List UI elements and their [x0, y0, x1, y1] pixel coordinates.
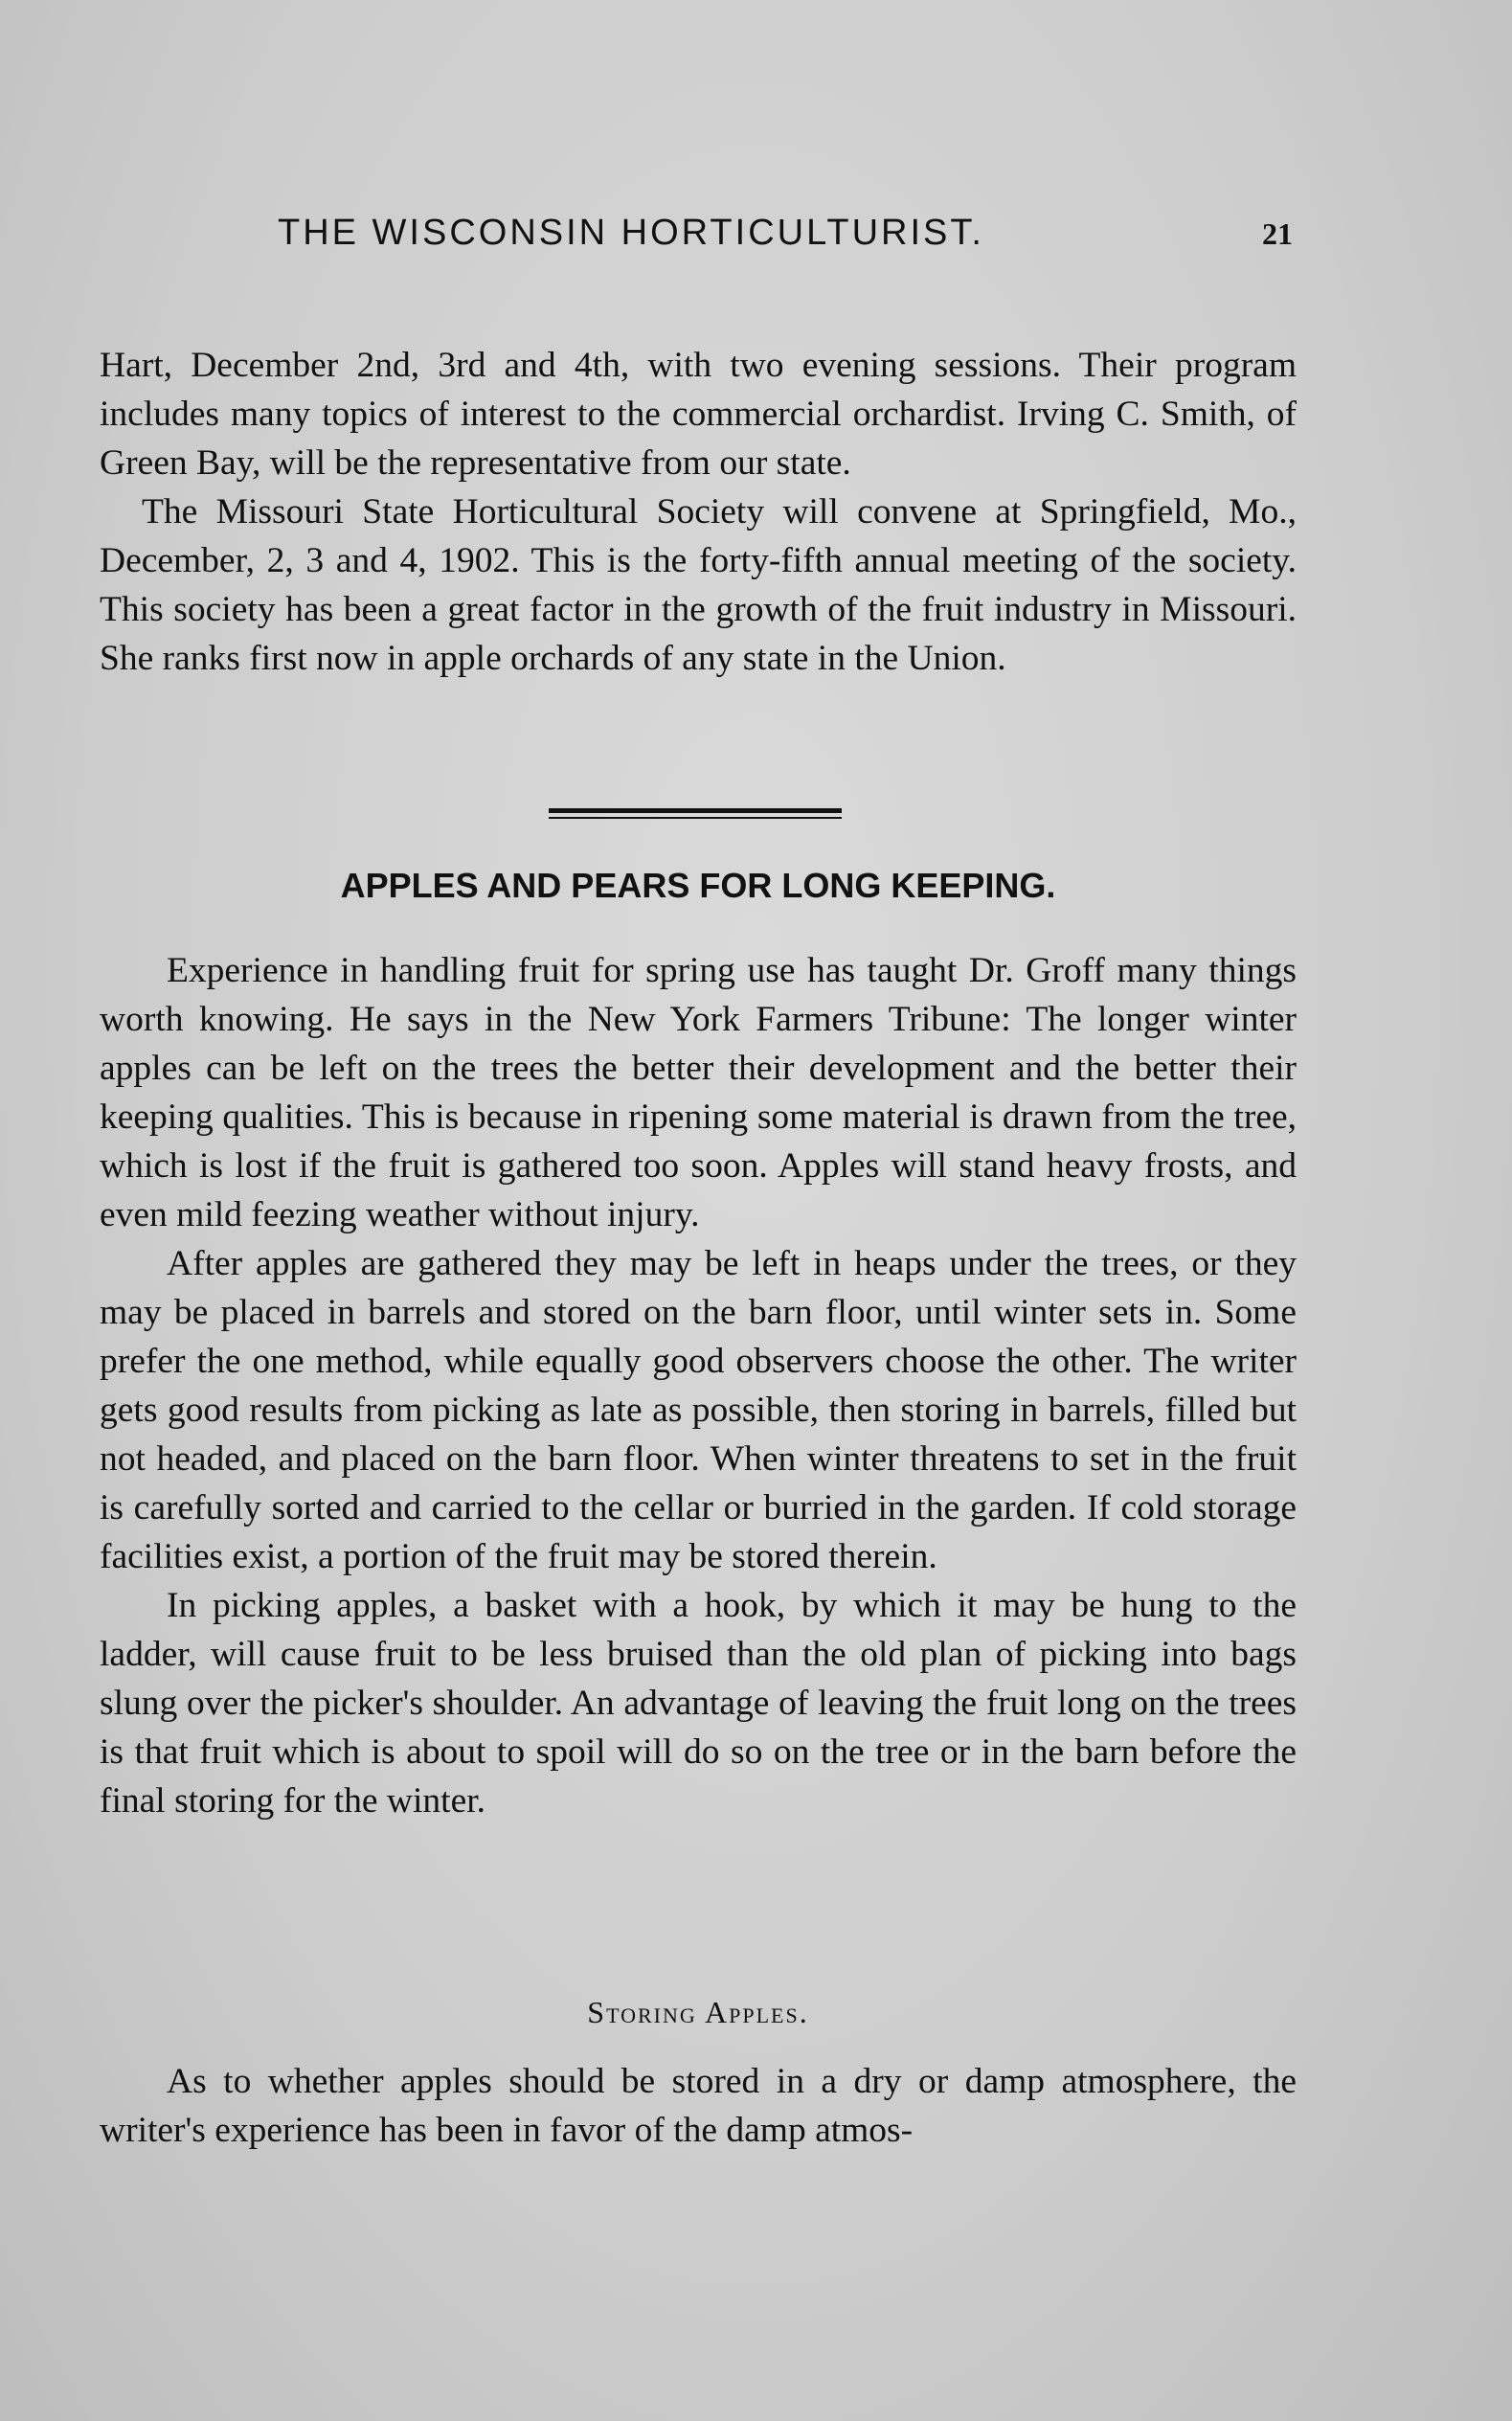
- article-title: APPLES AND PEARS FOR LONG KEEPING.: [340, 866, 1056, 905]
- article-subheading: Storing Apples.: [587, 1995, 809, 2029]
- paragraph: The Missouri State Horticultural Society will convene at Springfield, Mo., December, 2, 3 and 4, 1902. This is the forty-fifth annual meeting of the society. This society has been a great factor in the growth of the fruit industry in Missouri. She ranks first now in apple orchards of any state in the Union.: [100, 492, 1297, 678]
- paragraph: Hart, December 2nd, 3rd and 4th, with two evening sessions. Their program includes many topics of interest to the commercial orchardist. Irving C. Smith, of Green Bay, will be the representative from our state.: [100, 346, 1297, 483]
- paragraph: After apples are gathered they may be left in heaps under the trees, or they may be placed in barrels and stored on the barn floor, until winter sets in. Some prefer the one method, while equally good observers choose the other. The writer gets good results from picking as late as possible, then storing in barrels, filled but not headed, and placed on the barn floor. When winter threatens to set in the fruit is carefully sorted and carried to the cellar or burried in the garden. If cold storage facilities exist, a portion of the fruit may be stored therein.: [100, 1244, 1297, 1576]
- divider-rule-thick: [549, 808, 842, 813]
- divider-rule-thin: [549, 817, 842, 819]
- page-number: 21: [1262, 216, 1293, 251]
- paragraph: As to whether apples should be stored in a dry or damp atmosphere, the writer's experience has been in favor of the damp atmos-: [100, 2062, 1297, 2150]
- paragraph: Experience in handling fruit for spring use has taught Dr. Groff many things worth knowing. He says in the New York Farmers Tribune: The longer winter apples can be left on the trees the better their development and the better their keeping qualities. This is because in ripening some material is drawn from the tree, which is lost if the fruit is gathered too soon. Apples will stand heavy frosts, and even mild feezing weather without injury.: [100, 951, 1297, 1234]
- paragraph: In picking apples, a basket with a hook, by which it may be hung to the ladder, will cause fruit to be less bruised than the old plan of picking into bags slung over the picker's shoulder. An advantage of leaving the fruit long on the trees is that fruit which is about to spoil will do so on the tree or in the barn before the final storing for the winter.: [100, 1586, 1297, 1821]
- article-text-block: [100, 946, 1297, 1825]
- subsection-text-block: [100, 2057, 1297, 2155]
- section-divider: [549, 808, 842, 822]
- page-header: [278, 213, 1293, 270]
- intro-text-block: [100, 341, 1297, 683]
- running-title: THE WISCONSIN HORTICULTURIST.: [278, 213, 984, 253]
